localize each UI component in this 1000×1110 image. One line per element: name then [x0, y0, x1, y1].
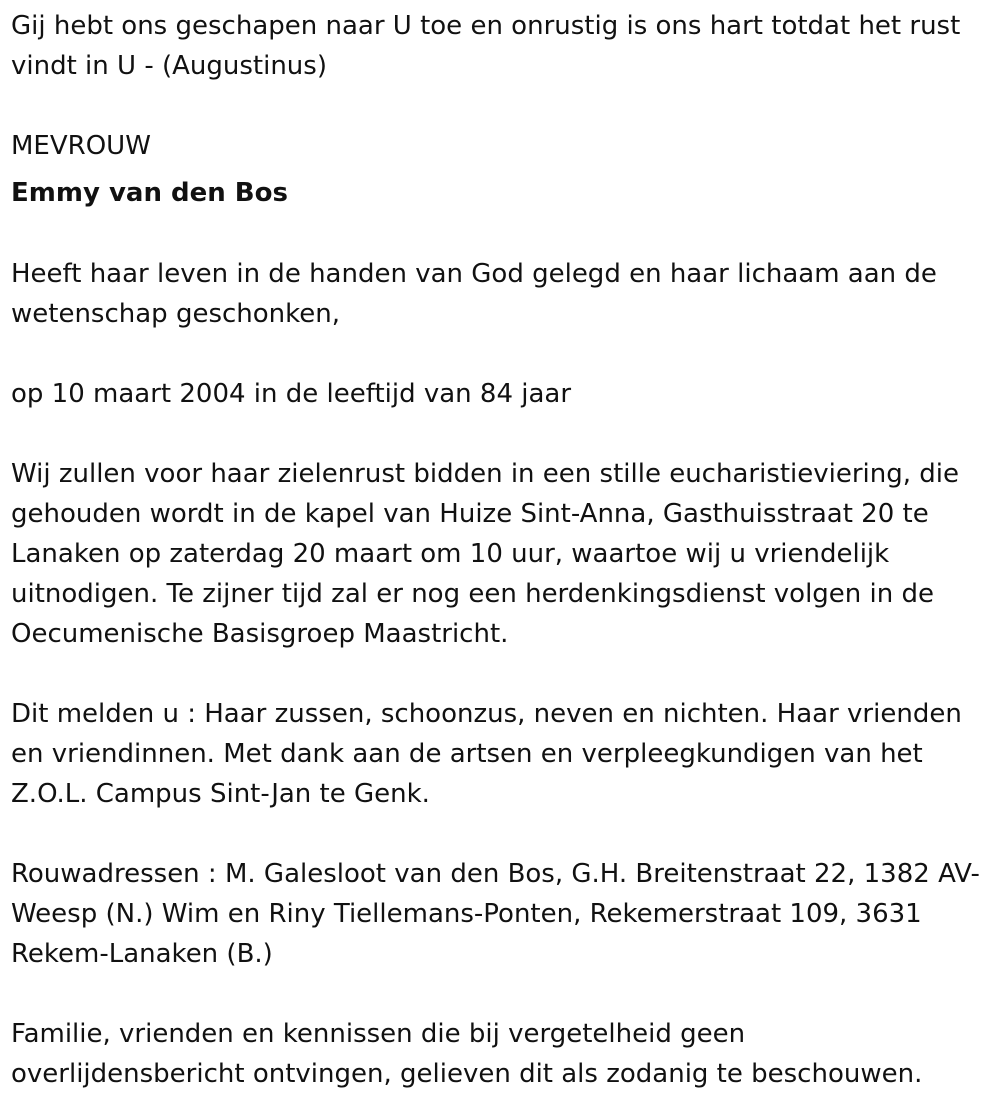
condolence-addresses: Rouwadressen : M. Galesloot van den Bos, G.H. Breitenstraat 22, 1382 AV-Weesp (N.) Wim en Riny Tiellemans-Ponten, Rekemerstraat 109, 3631 Rekem-Lanaken (B.)	[11, 859, 980, 969]
honorific-title: MEVROUW	[11, 131, 151, 161]
body-donation-statement: Heeft haar leven in de handen van God gelegd en haar lichaam aan de wetenschap geschonken,	[11, 259, 937, 329]
memorial-service-paragraph: Wij zullen voor haar zielenrust bidden in een stille eucharistieviering, die gehouden wordt in de kapel van Huize Sint-Anna, Gasthuisstraat 20 te Lanaken op zaterdag 20 maart om 10 uur, waartoe wij u vriendelijk uitnodigen. Te zijner tijd zal er nog een herdenkingsdienst volgen in de Oecumenische Basisgroep Maastricht.	[11, 459, 960, 649]
announcement-by-family: Dit melden u : Haar zussen, schoonzus, neven en nichten. Haar vrienden en vriendinnen. Met dank aan de artsen en verpleegkundigen van het Z.O.L. Campus Sint-Jan te Genk.	[11, 699, 962, 809]
opening-quote: Gij hebt ons geschapen naar U toe en onrustig is ons hart totdat het rust vindt in U - (Augustinus)	[11, 11, 961, 81]
date-of-death: op 10 maart 2004 in de leeftijd van 84 jaar	[11, 379, 572, 409]
deceased-name: Emmy van den Bos	[11, 178, 288, 208]
closing-note: Familie, vrienden en kennissen die bij vergetelheid geen overlijdensbericht ontvingen, gelieven dit als zodanig te beschouwen.	[11, 1019, 923, 1089]
